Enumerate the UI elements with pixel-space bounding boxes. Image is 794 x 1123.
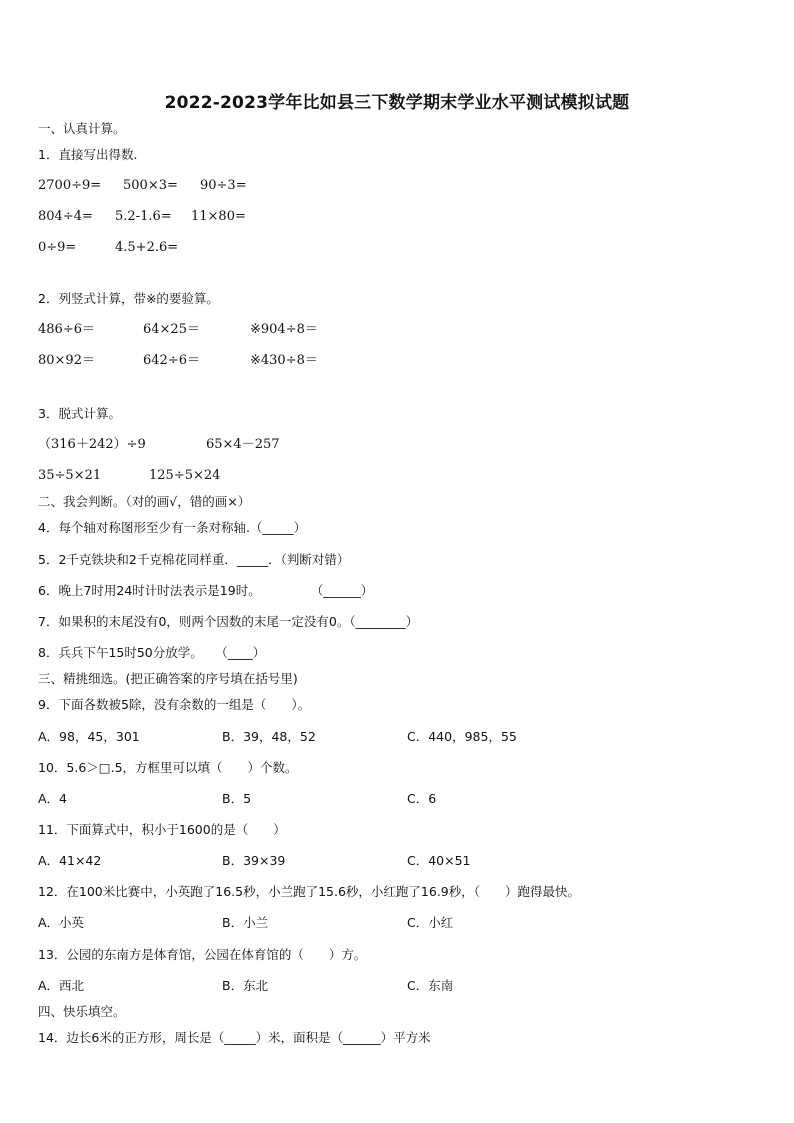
option-c: C．小红 <box>407 915 454 930</box>
q2-expr: ※430÷8＝ <box>250 353 318 368</box>
option-b: B．5 <box>222 791 252 806</box>
option-b: B．39×39 <box>222 853 286 868</box>
question-6: 6．晚上7时用24时计时法表示是19时。 （______） <box>38 583 374 598</box>
question-4: 4．每个轴对称图形至少有一条对称轴.（_____） <box>38 520 307 535</box>
question-14: 14．边长6米的正方形，周长是（_____）米，面积是（______）平方米 <box>38 1030 431 1045</box>
option-b: B．39，48，52 <box>222 729 316 744</box>
page-title: 2022-2023学年比如县三下数学期末学业水平测试模拟试题 <box>164 93 630 113</box>
section-2-heading: 二、我会判断。（对的画√，错的画×） <box>38 494 251 509</box>
q1-expr: 500×3= <box>123 178 178 193</box>
q3-expr: （316＋242）÷9 <box>38 437 146 452</box>
question-3-stem: 3．脱式计算。 <box>38 406 121 421</box>
question-12-stem: 12．在100米比赛中，小英跑了16.5秒，小兰跑了15.6秒，小红跑了16.9秒，（ ）跑得最快。 <box>38 884 581 899</box>
q2-expr: 64×25＝ <box>143 322 200 337</box>
option-a: A．98，45，301 <box>38 729 140 744</box>
q1-expr: 90÷3= <box>200 178 247 193</box>
q1-expr: 11×80= <box>191 209 246 224</box>
option-a: A．小英 <box>38 915 85 930</box>
question-2-stem: 2．列竖式计算，带※的要验算。 <box>38 291 219 306</box>
q3-expr: 65×4－257 <box>206 437 280 452</box>
q3-expr: 125÷5×24 <box>149 468 221 483</box>
q2-expr: 642÷6＝ <box>143 353 200 368</box>
q2-expr: 80×92＝ <box>38 353 95 368</box>
option-b: B．东北 <box>222 978 269 993</box>
q1-expr: 2700÷9= <box>38 178 102 193</box>
q1-expr: 4.5+2.6= <box>115 240 179 255</box>
option-c: C．6 <box>407 791 437 806</box>
section-4-heading: 四、快乐填空。 <box>38 1004 126 1019</box>
question-5: 5．2千克铁块和2千克棉花同样重．_____．（判断对错） <box>38 552 350 567</box>
option-c: C．40×51 <box>407 853 471 868</box>
option-a: A．4 <box>38 791 68 806</box>
option-b: B．小兰 <box>222 915 269 930</box>
section-3-heading: 三、精挑细选。(把正确答案的序号填在括号里) <box>38 671 298 686</box>
question-8: 8．兵兵下午15时50分放学。 （____） <box>38 645 266 660</box>
question-10-stem: 10．5.6＞□.5，方框里可以填（ ）个数。 <box>38 760 298 775</box>
option-a: A．41×42 <box>38 853 102 868</box>
question-1-stem: 1．直接写出得数. <box>38 147 138 162</box>
q2-expr: ※904÷8＝ <box>250 322 318 337</box>
section-1-heading: 一、认真计算。 <box>38 121 126 136</box>
question-11-stem: 11．下面算式中，积小于1600的是（ ） <box>38 822 286 837</box>
question-9-stem: 9．下面各数被5除，没有余数的一组是（ ）。 <box>38 697 311 712</box>
question-7: 7．如果积的末尾没有0，则两个因数的末尾一定没有0。（________） <box>38 614 419 629</box>
question-13-stem: 13．公园的东南方是体育馆，公园在体育馆的（ ）方。 <box>38 947 367 962</box>
q1-expr: 0÷9= <box>38 240 77 255</box>
q3-expr: 35÷5×21 <box>38 468 102 483</box>
q1-expr: 5.2-1.6= <box>115 209 172 224</box>
q1-expr: 804÷4= <box>38 209 93 224</box>
option-a: A．西北 <box>38 978 85 993</box>
option-c: C．440，985，55 <box>407 729 517 744</box>
option-c: C．东南 <box>407 978 454 993</box>
q2-expr: 486÷6＝ <box>38 322 95 337</box>
